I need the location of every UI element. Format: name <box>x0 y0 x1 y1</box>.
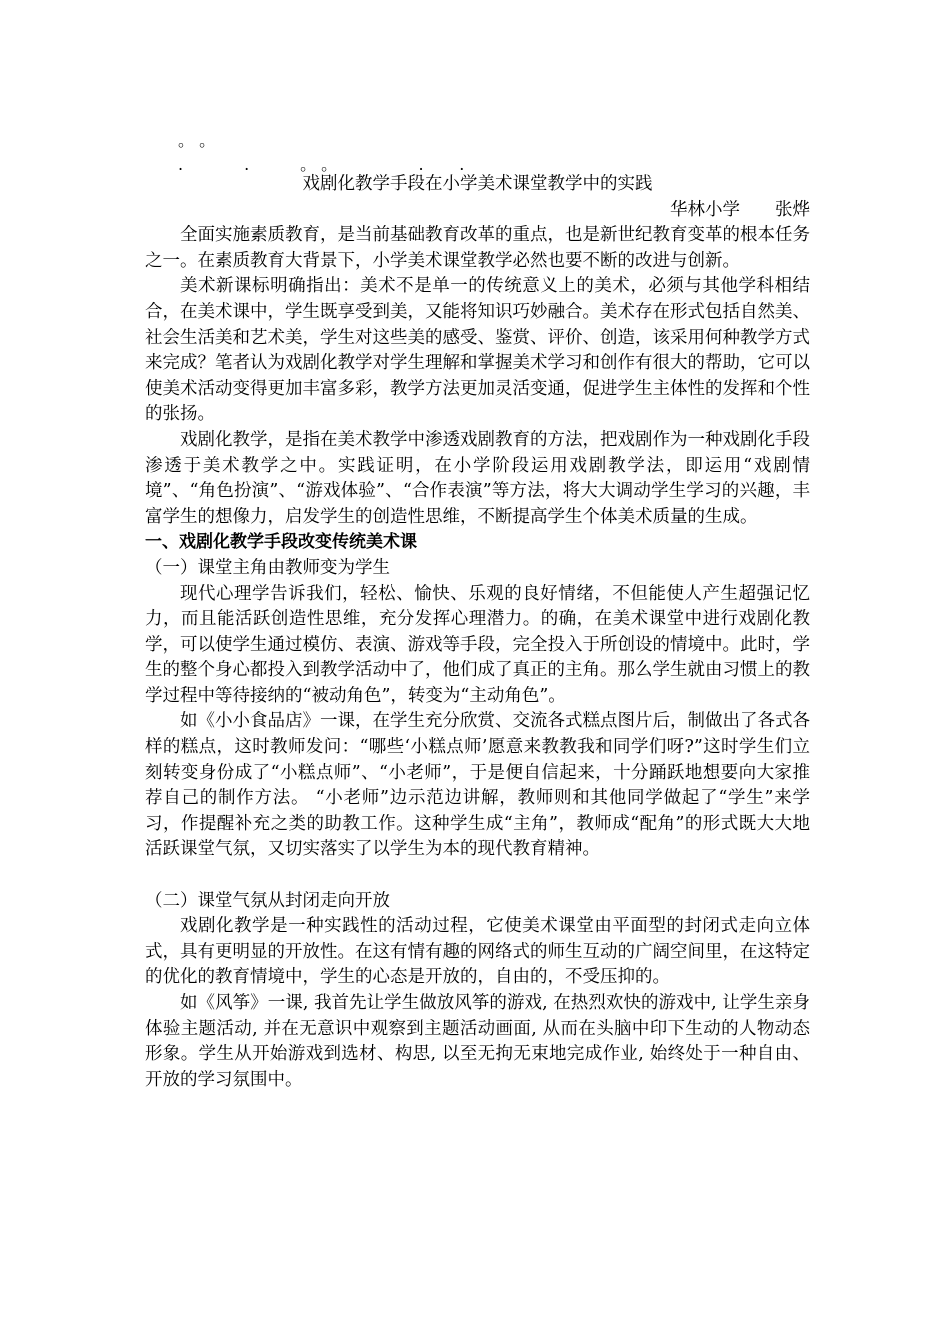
paragraph-food-shop-example: 如《小小食品店》一课，在学生充分欣赏、交流各式糕点图片后，制做出了各式各样的糕点，这时教师发问：“哪些‘小糕点师’愿意来教教我和同学们呀?”这时学生们立刻转变身份成了“小糕点师”、“小老师”，于是便自信起来，十分踊跃地想要向大家推荐自己的制作方法。 “小老师”边示范边讲解，教师则和其他同学做起了“学生”来学习，作提醒补充之类的助教工作。这种学生成“主角”，教师成“配角”的形式既大大地活跃课堂气氛，又切实落实了以学生为本的现代教育精神。 <box>145 711 810 860</box>
paragraph-curriculum: 美术新课标明确指出：美术不是单一的传统意义上的美术，必须与其他学科相结合，在美术课中，学生既享受到美，又能将知识巧妙融合。美术存在形式包括自然美、社会生活美和艺术美，学生对这些美的感受、鉴赏、评价、创造，该采用何种教学方式来完成？笔者认为戏剧化教学对学生理解和掌握美术学习和创作有很大的帮助，它可以使美术活动变得更加丰富多彩，教学方法更加灵活变通，促进学生主体性的发挥和个性的张扬。 <box>145 276 810 425</box>
paragraph-intro: 全面实施素质教育，是当前基础教育改革的重点，也是新世纪教育变革的根本任务之一。在素质教育大背景下，小学美术课堂教学必然也要不断的改进与创新。 <box>145 225 810 271</box>
paragraph-kite-example: 如《风筝》一课, 我首先让学生做放风筝的游戏, 在热烈欢快的游戏中, 让学生亲身体验主题活动, 并在无意识中观察到主题活动画面, 从而在头脑中印下生动的人物动态形象。学生从开始游戏到选材、构思, 以至无拘无束地完成作业, 始终处于一种自由、开放的学习氛围中。 <box>145 993 810 1090</box>
blank-line <box>145 863 810 889</box>
stray-marks-top: 。 。 <box>178 131 216 150</box>
subsection-heading-2: （二）课堂气氛从封闭走向开放 <box>145 890 390 911</box>
paragraph-psychology: 现代心理学告诉我们，轻松、愉快、乐观的良好情绪，不但能使人产生超强记忆力，而且能活跃创造性思维，充分发挥心理潜力。的确，在美术课堂中进行戏剧化教学，可以使学生通过模仿、表演、游戏等手段，完全投入于所创设的情境中。此时，学生的整个身心都投入到教学活动中了，他们成了真正的主角。那么学生就由习惯上的教学过程中等待接纳的“被动角色”，转变为“主动角色”。 <box>145 583 810 706</box>
subsection-heading-1: （一）课堂主角由教师变为学生 <box>145 557 390 578</box>
document-body <box>145 172 810 1093</box>
paragraph-openness: 戏剧化教学是一种实践性的活动过程，它使美术课堂由平面型的封闭式走向立体式，具有更明显的开放性。在这有情有趣的网络式的师生互动的广阔空间里，在这特定的优化的教育情境中，学生的心态是开放的，自由的，不受压抑的。 <box>145 916 810 988</box>
stray-marks-second: . . 。 。 . . <box>178 155 465 174</box>
section-heading-1: 一、戏剧化教学手段改变传统美术课 <box>145 532 417 553</box>
paragraph-definition: 戏剧化教学，是指在美术教学中渗透戏剧教育的方法，把戏剧作为一种戏剧化手段渗透于美术教学之中。实践证明，在小学阶段运用戏剧教学法，即运用“戏剧情境”、“角色扮演”、“游戏体验”、“合作表演”等方法，将大大调动学生学习的兴趣，丰富学生的想像力，启发学生的创造性思维，不断提高学生个体美术质量的生成。 <box>145 429 810 527</box>
document-title: 戏剧化教学手段在小学美术课堂教学中的实践 <box>302 174 653 194</box>
document-author: 华林小学 张烨 <box>670 199 810 220</box>
